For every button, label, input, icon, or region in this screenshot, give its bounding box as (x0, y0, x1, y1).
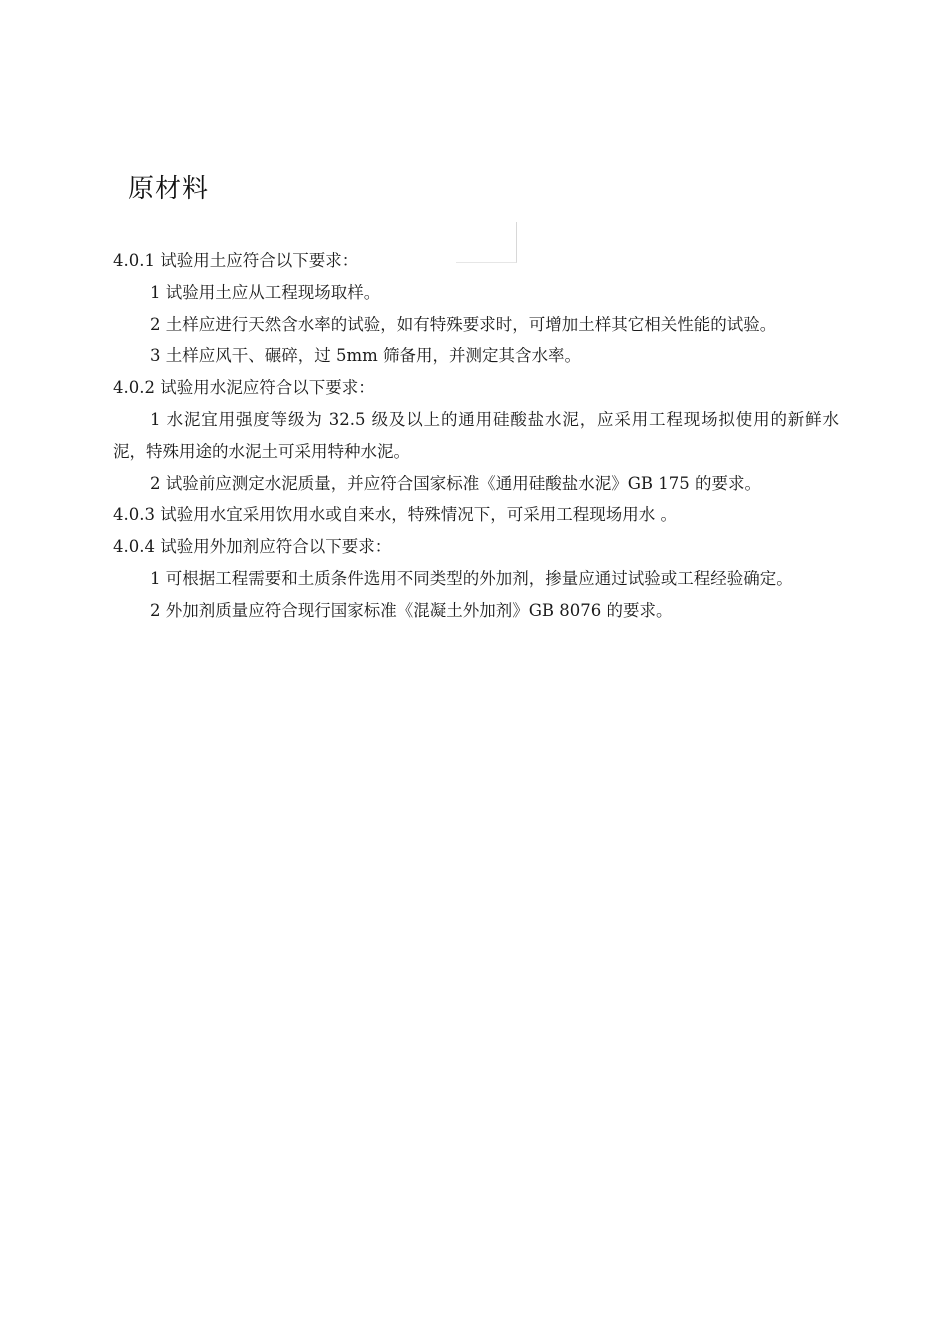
clause-4-0-1-item-1: 1 试验用土应从工程现场取样。 (150, 282, 381, 302)
clause-4-0-2: 4.0.2 试验用水泥应符合以下要求： (113, 378, 375, 398)
section-title: 原材料 (128, 174, 210, 204)
clause-4-0-1-item-3: 3 土样应风干、碾碎，过 5mm 筛备用，并测定其含水率。 (150, 346, 582, 366)
document-body (113, 245, 839, 627)
clause-4-0-2-item-1: 1 水泥宜用强度等级为 32.5 级及以上的通用硅酸盐水泥，应采用工程现场拟使用的新鲜水泥，特殊用途的水泥土可采用特种水泥。 (113, 409, 839, 461)
clause-4-0-4-item-2: 2 外加剂质量应符合现行国家标准《混凝土外加剂》GB 8076 的要求。 (150, 600, 673, 620)
clause-4-0-4: 4.0.4 试验用外加剂应符合以下要求： (113, 537, 392, 557)
clause-4-0-1-item-2: 2 土样应进行天然含水率的试验，如有特殊要求时，可增加土样其它相关性能的试验。 (150, 314, 777, 334)
clause-4-0-3: 4.0.3 试验用水宜采用饮用水或自来水，特殊情况下，可采用工程现场用水 。 (113, 505, 677, 525)
clause-4-0-1: 4.0.1 试验用土应符合以下要求： (113, 251, 359, 270)
clause-4-0-4-item-1: 1 可根据工程需要和土质条件选用不同类型的外加剂，掺量应通过试验或工程经验确定。 (150, 568, 793, 588)
clause-4-0-2-item-2: 2 试验前应测定水泥质量，并应符合国家标准《通用硅酸盐水泥》GB 175 的要求。 (150, 473, 762, 493)
